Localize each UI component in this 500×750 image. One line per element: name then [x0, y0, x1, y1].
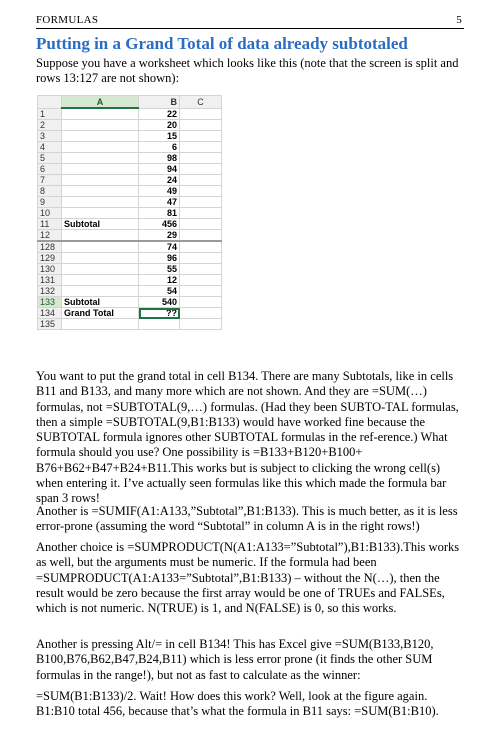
row-number: 12 — [38, 230, 62, 242]
cell-a — [62, 230, 139, 242]
table-row — [38, 197, 222, 208]
cell-c — [180, 197, 222, 208]
table-row — [38, 230, 222, 242]
cell-a — [62, 164, 139, 175]
cell-b: 15 — [139, 131, 180, 142]
cell-c — [180, 230, 222, 242]
cell-a — [62, 153, 139, 164]
cell-b: 94 — [139, 164, 180, 175]
table-row — [38, 175, 222, 186]
cell-c — [180, 241, 222, 253]
row-number: 7 — [38, 175, 62, 186]
section-heading: Putting in a Grand Total of data already subtotaled — [36, 34, 408, 53]
cell-a — [62, 319, 139, 330]
cell-b: 54 — [139, 286, 180, 297]
cell-c — [180, 308, 222, 319]
row-number: 8 — [38, 186, 62, 197]
cell-b: 98 — [139, 153, 180, 164]
row-number: 2 — [38, 120, 62, 131]
select-all-corner — [38, 96, 62, 109]
cell-a — [62, 241, 139, 253]
paragraph-3: Another choice is =SUMPRODUCT(N(A1:A133=”Subtotal”),B1:B133).This works as well, but the arguments must be numeric. If the formula had been =SUMPRODUCT(A1:A133=”Subtotal”,B1:B133) – without the N(…), then the result would be zero because the first array would be one of TRUEs and FALSEs, which is not numeric. N(TRUE) is 1, and N(FALSE) is 0, so this works. — [36, 540, 460, 616]
cell-a: Subtotal — [62, 219, 139, 230]
cell-a — [62, 142, 139, 153]
cell-b: 81 — [139, 208, 180, 219]
row-number: 131 — [38, 275, 62, 286]
row-number: 6 — [38, 164, 62, 175]
row-number: 10 — [38, 208, 62, 219]
table-row — [38, 308, 222, 319]
cell-c — [180, 253, 222, 264]
cell-b: 55 — [139, 264, 180, 275]
cell-c — [180, 186, 222, 197]
cell-c — [180, 131, 222, 142]
cell-c — [180, 297, 222, 308]
cell-a — [62, 197, 139, 208]
table-row — [38, 186, 222, 197]
cell-b: 20 — [139, 120, 180, 131]
table-row — [38, 286, 222, 297]
spreadsheet-figure — [37, 95, 235, 369]
table-row — [38, 164, 222, 175]
cell-b: 22 — [139, 108, 180, 120]
table-row — [38, 275, 222, 286]
row-number: 129 — [38, 253, 62, 264]
paragraph-5: =SUM(B1:B133)/2. Wait! How does this work? Well, look at the figure again. B1:B10 total 456, because that’s what the formula in B11 says: =SUM(B1:B10). — [36, 689, 439, 719]
cell-a: Grand Total — [62, 308, 139, 319]
cell-c — [180, 208, 222, 219]
cell-b: 12 — [139, 275, 180, 286]
cell-c — [180, 175, 222, 186]
row-number: 130 — [38, 264, 62, 275]
cell-c — [180, 120, 222, 131]
cell-a — [62, 175, 139, 186]
cell-a — [62, 208, 139, 219]
cell-c — [180, 264, 222, 275]
spreadsheet-grid — [37, 95, 222, 330]
cell-a — [62, 253, 139, 264]
cell-a — [62, 286, 139, 297]
cell-c — [180, 219, 222, 230]
cell-b: 29 — [139, 230, 180, 242]
cell-a — [62, 186, 139, 197]
table-row — [38, 219, 222, 230]
page-header — [36, 14, 464, 29]
table-row — [38, 319, 222, 330]
table-row — [38, 142, 222, 153]
cell-b: 24 — [139, 175, 180, 186]
table-row — [38, 253, 222, 264]
row-number: 133 — [38, 297, 62, 308]
row-number: 9 — [38, 197, 62, 208]
cell-c — [180, 319, 222, 330]
cell-c — [180, 275, 222, 286]
running-title: FORMULAS — [36, 14, 99, 26]
row-number: 1 — [38, 108, 62, 120]
table-row — [38, 108, 222, 120]
cell-b: 6 — [139, 142, 180, 153]
page-number: 5 — [456, 14, 462, 26]
row-number: 11 — [38, 219, 62, 230]
cell-b: 74 — [139, 241, 180, 253]
cell-b: 96 — [139, 253, 180, 264]
row-number: 3 — [38, 131, 62, 142]
cell-b: ?? — [139, 308, 180, 319]
cell-b — [139, 319, 180, 330]
column-header-a: A — [62, 96, 139, 109]
row-number: 4 — [38, 142, 62, 153]
table-row — [38, 241, 222, 253]
cell-c — [180, 164, 222, 175]
cell-b: 47 — [139, 197, 180, 208]
cell-a: Subtotal — [62, 297, 139, 308]
cell-b: 540 — [139, 297, 180, 308]
row-number: 5 — [38, 153, 62, 164]
column-header-c: C — [180, 96, 222, 109]
cell-a — [62, 264, 139, 275]
row-number: 134 — [38, 308, 62, 319]
row-number: 135 — [38, 319, 62, 330]
paragraph-1: You want to put the grand total in cell B134. There are many Subtotals, like in cells B11 and B133, and many more which are not shown. And they are =SUM(…) formulas, not =SUBTOTAL(9,…) formulas. (Had they been SUBTO-TAL formulas, then a simple =SUBTOTAL(9,B1:B133) would have worked fine because the SUBTOTAL formula ignores other SUBTOTAL formulas in the ref-erence.) What formula should you use? One possibility is =B133+B120+B100+ B76+B62+B47+B24+B11.This works but is subject to clicking the wrong cell(s) when entering it. I’ve actually seen formulas like this which made the formula bar span 3 rows! — [36, 369, 459, 506]
column-header-b: B — [139, 96, 180, 109]
cell-a — [62, 120, 139, 131]
table-row — [38, 131, 222, 142]
paragraph-2: Another is =SUMIF(A1:A133,”Subtotal”,B1:B133). This is much better, as it is less error-prone (assuming the word “Subtotal” in column A is in the right rows!) — [36, 504, 458, 534]
cell-a — [62, 275, 139, 286]
table-row — [38, 208, 222, 219]
cell-a — [62, 131, 139, 142]
column-header-row — [38, 96, 222, 109]
row-number: 132 — [38, 286, 62, 297]
paragraph-4: Another is pressing Alt/= in cell B134! This has Excel give =SUM(B133,B120, B100,B76,B62,B47,B24,B11) which is less error prone (it finds the other SUM formulas in the range!), but not as fast to calculate as the winner: — [36, 637, 434, 682]
cell-c — [180, 108, 222, 120]
table-row — [38, 153, 222, 164]
table-row — [38, 264, 222, 275]
cell-c — [180, 153, 222, 164]
table-row — [38, 120, 222, 131]
cell-c — [180, 142, 222, 153]
row-number: 128 — [38, 241, 62, 253]
cell-c — [180, 286, 222, 297]
cell-b: 49 — [139, 186, 180, 197]
cell-a — [62, 108, 139, 120]
table-row — [38, 297, 222, 308]
cell-b: 456 — [139, 219, 180, 230]
intro-paragraph: Suppose you have a worksheet which looks like this (note that the screen is split and rows 13:127 are not shown): — [36, 56, 459, 85]
